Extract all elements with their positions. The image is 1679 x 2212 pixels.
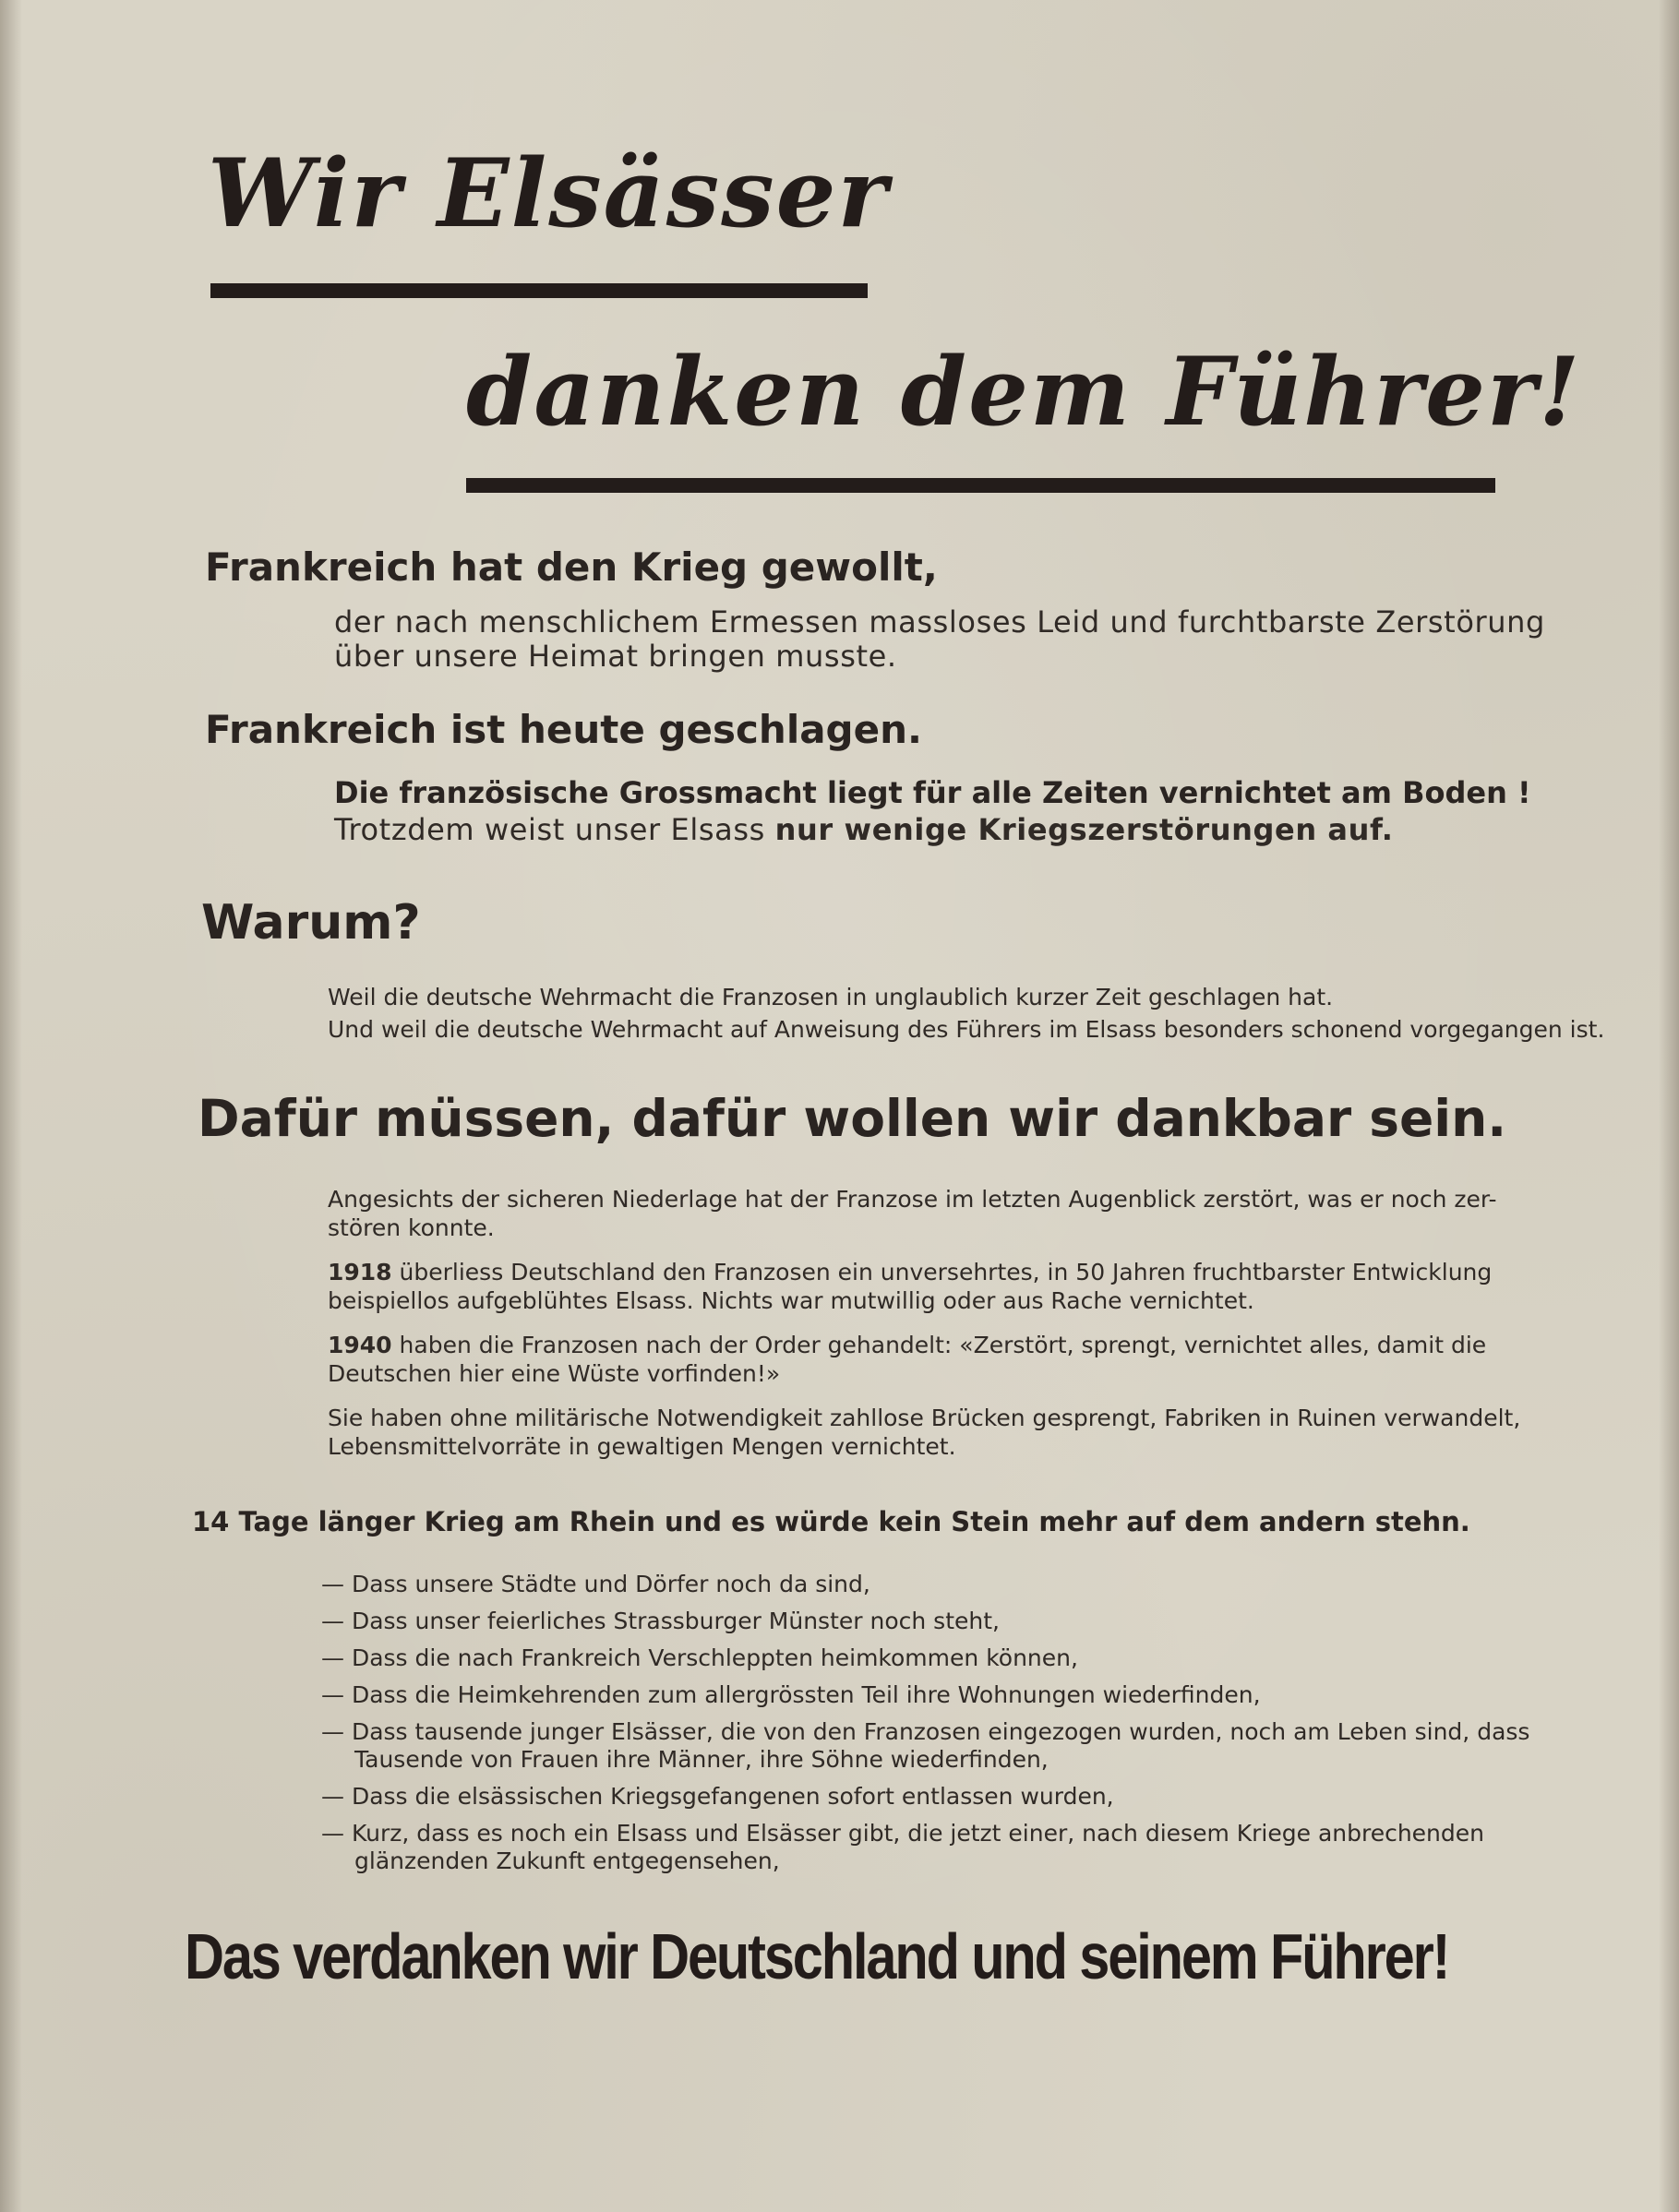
section4-p1-line-2: stören konnte. xyxy=(328,1214,495,1241)
section1-line-2: über unsere Heimat bringen musste. xyxy=(334,639,897,674)
section4-p3-text: haben die Franzosen nach der Order gehandelt: «Zerstört, sprengt, vernichtet alles, damit die xyxy=(391,1332,1487,1358)
list-item-continuation: glänzenden Zukunft entgegensehen, xyxy=(354,1847,780,1874)
closing-statement: Das verdanken wir Deutschland und seinem Führer! xyxy=(185,1920,1449,1992)
section4-p4-line-2: Lebensmittelvorräte in gewaltigen Mengen vernichtet. xyxy=(328,1433,956,1460)
list-item: — Dass tausende junger Elsässer, die von den Franzosen eingezogen wurden, noch am Leben sind, dass xyxy=(321,1718,1530,1745)
section5-heading: 14 Tage länger Krieg am Rhein und es würde kein Stein mehr auf dem andern stehn. xyxy=(192,1506,1470,1537)
title-underline-1 xyxy=(210,283,868,298)
year-1918: 1918 xyxy=(328,1259,392,1285)
year-1940: 1940 xyxy=(328,1332,392,1358)
section4-p2-line-2: beispiellos aufgeblühtes Elsass. Nichts war mutwillig oder aus Rache vernichtet. xyxy=(328,1287,1254,1314)
list-item: — Dass die Heimkehrenden zum allergrössten Teil ihre Wohnungen wiederfinden, xyxy=(321,1681,1261,1708)
list-item: — Dass die elsässischen Kriegsgefangenen sofort entlassen wurden, xyxy=(321,1783,1114,1810)
section4-p2-text: überliess Deutschland den Franzosen ein unversehrtes, in 50 Jahren fruchtbarster Entwicklung xyxy=(391,1259,1493,1285)
section3-line-1: Weil die deutsche Wehrmacht die Franzosen in unglaublich kurzer Zeit geschlagen hat. xyxy=(328,984,1334,1010)
section4-heading: Dafür müssen, dafür wollen wir dankbar sein. xyxy=(198,1089,1507,1148)
section3-line-2: Und weil die deutsche Wehrmacht auf Anweisung des Führers im Elsass besonders schonend vorgegangen ist. xyxy=(328,1016,1605,1043)
list-item-continuation: Tausende von Frauen ihre Männer, ihre Söhne wiederfinden, xyxy=(354,1746,1049,1773)
list-item: — Dass die nach Frankreich Verschleppten heimkommen können, xyxy=(321,1644,1078,1671)
section2-line-2-normal: Trotzdem weist unser Elsass xyxy=(334,812,775,847)
title-line-2: danken dem Führer! xyxy=(466,337,1582,448)
section4-p2-line-1 xyxy=(328,1259,1492,1285)
list-item: — Dass unsere Städte und Dörfer noch da sind, xyxy=(321,1571,870,1597)
section2-line-2-bold: nur wenige Kriegszerstörungen auf. xyxy=(774,812,1394,847)
section1-line-1: der nach menschlichem Ermessen massloses Leid und furchtbarste Zerstörung xyxy=(334,604,1545,640)
list-item: — Kurz, dass es noch ein Elsass und Elsässer gibt, die jetzt einer, nach diesem Kriege anbrechenden xyxy=(321,1820,1484,1847)
section4-p4-line-1: Sie haben ohne militärische Notwendigkeit zahllose Brücken gesprengt, Fabriken in Ruinen verwandelt, xyxy=(328,1405,1521,1431)
section2-line-2 xyxy=(334,812,1394,847)
paper-edge-left xyxy=(0,0,22,2212)
section1-heading: Frankreich hat den Krieg gewollt, xyxy=(205,544,938,590)
section4-p1-line-1: Angesichts der sicheren Niederlage hat der Franzose im letzten Augenblick zerstört, was er noch zer- xyxy=(328,1186,1497,1213)
section2-line-1: Die französische Grossmacht liegt für alle Zeiten vernichtet am Boden ! xyxy=(334,775,1531,810)
section2-heading: Frankreich ist heute geschlagen. xyxy=(205,707,922,752)
title-underline-2 xyxy=(466,478,1495,493)
section4-p3-line-1 xyxy=(328,1332,1486,1358)
title-line-1: Wir Elsässer xyxy=(208,138,890,249)
section3-heading: Warum? xyxy=(201,895,421,951)
section4-p3-line-2: Deutschen hier eine Wüste vorfinden!» xyxy=(328,1360,781,1387)
list-item: — Dass unser feierliches Strassburger Münster noch steht, xyxy=(321,1608,1000,1634)
paper-edge-right xyxy=(1659,0,1679,2212)
